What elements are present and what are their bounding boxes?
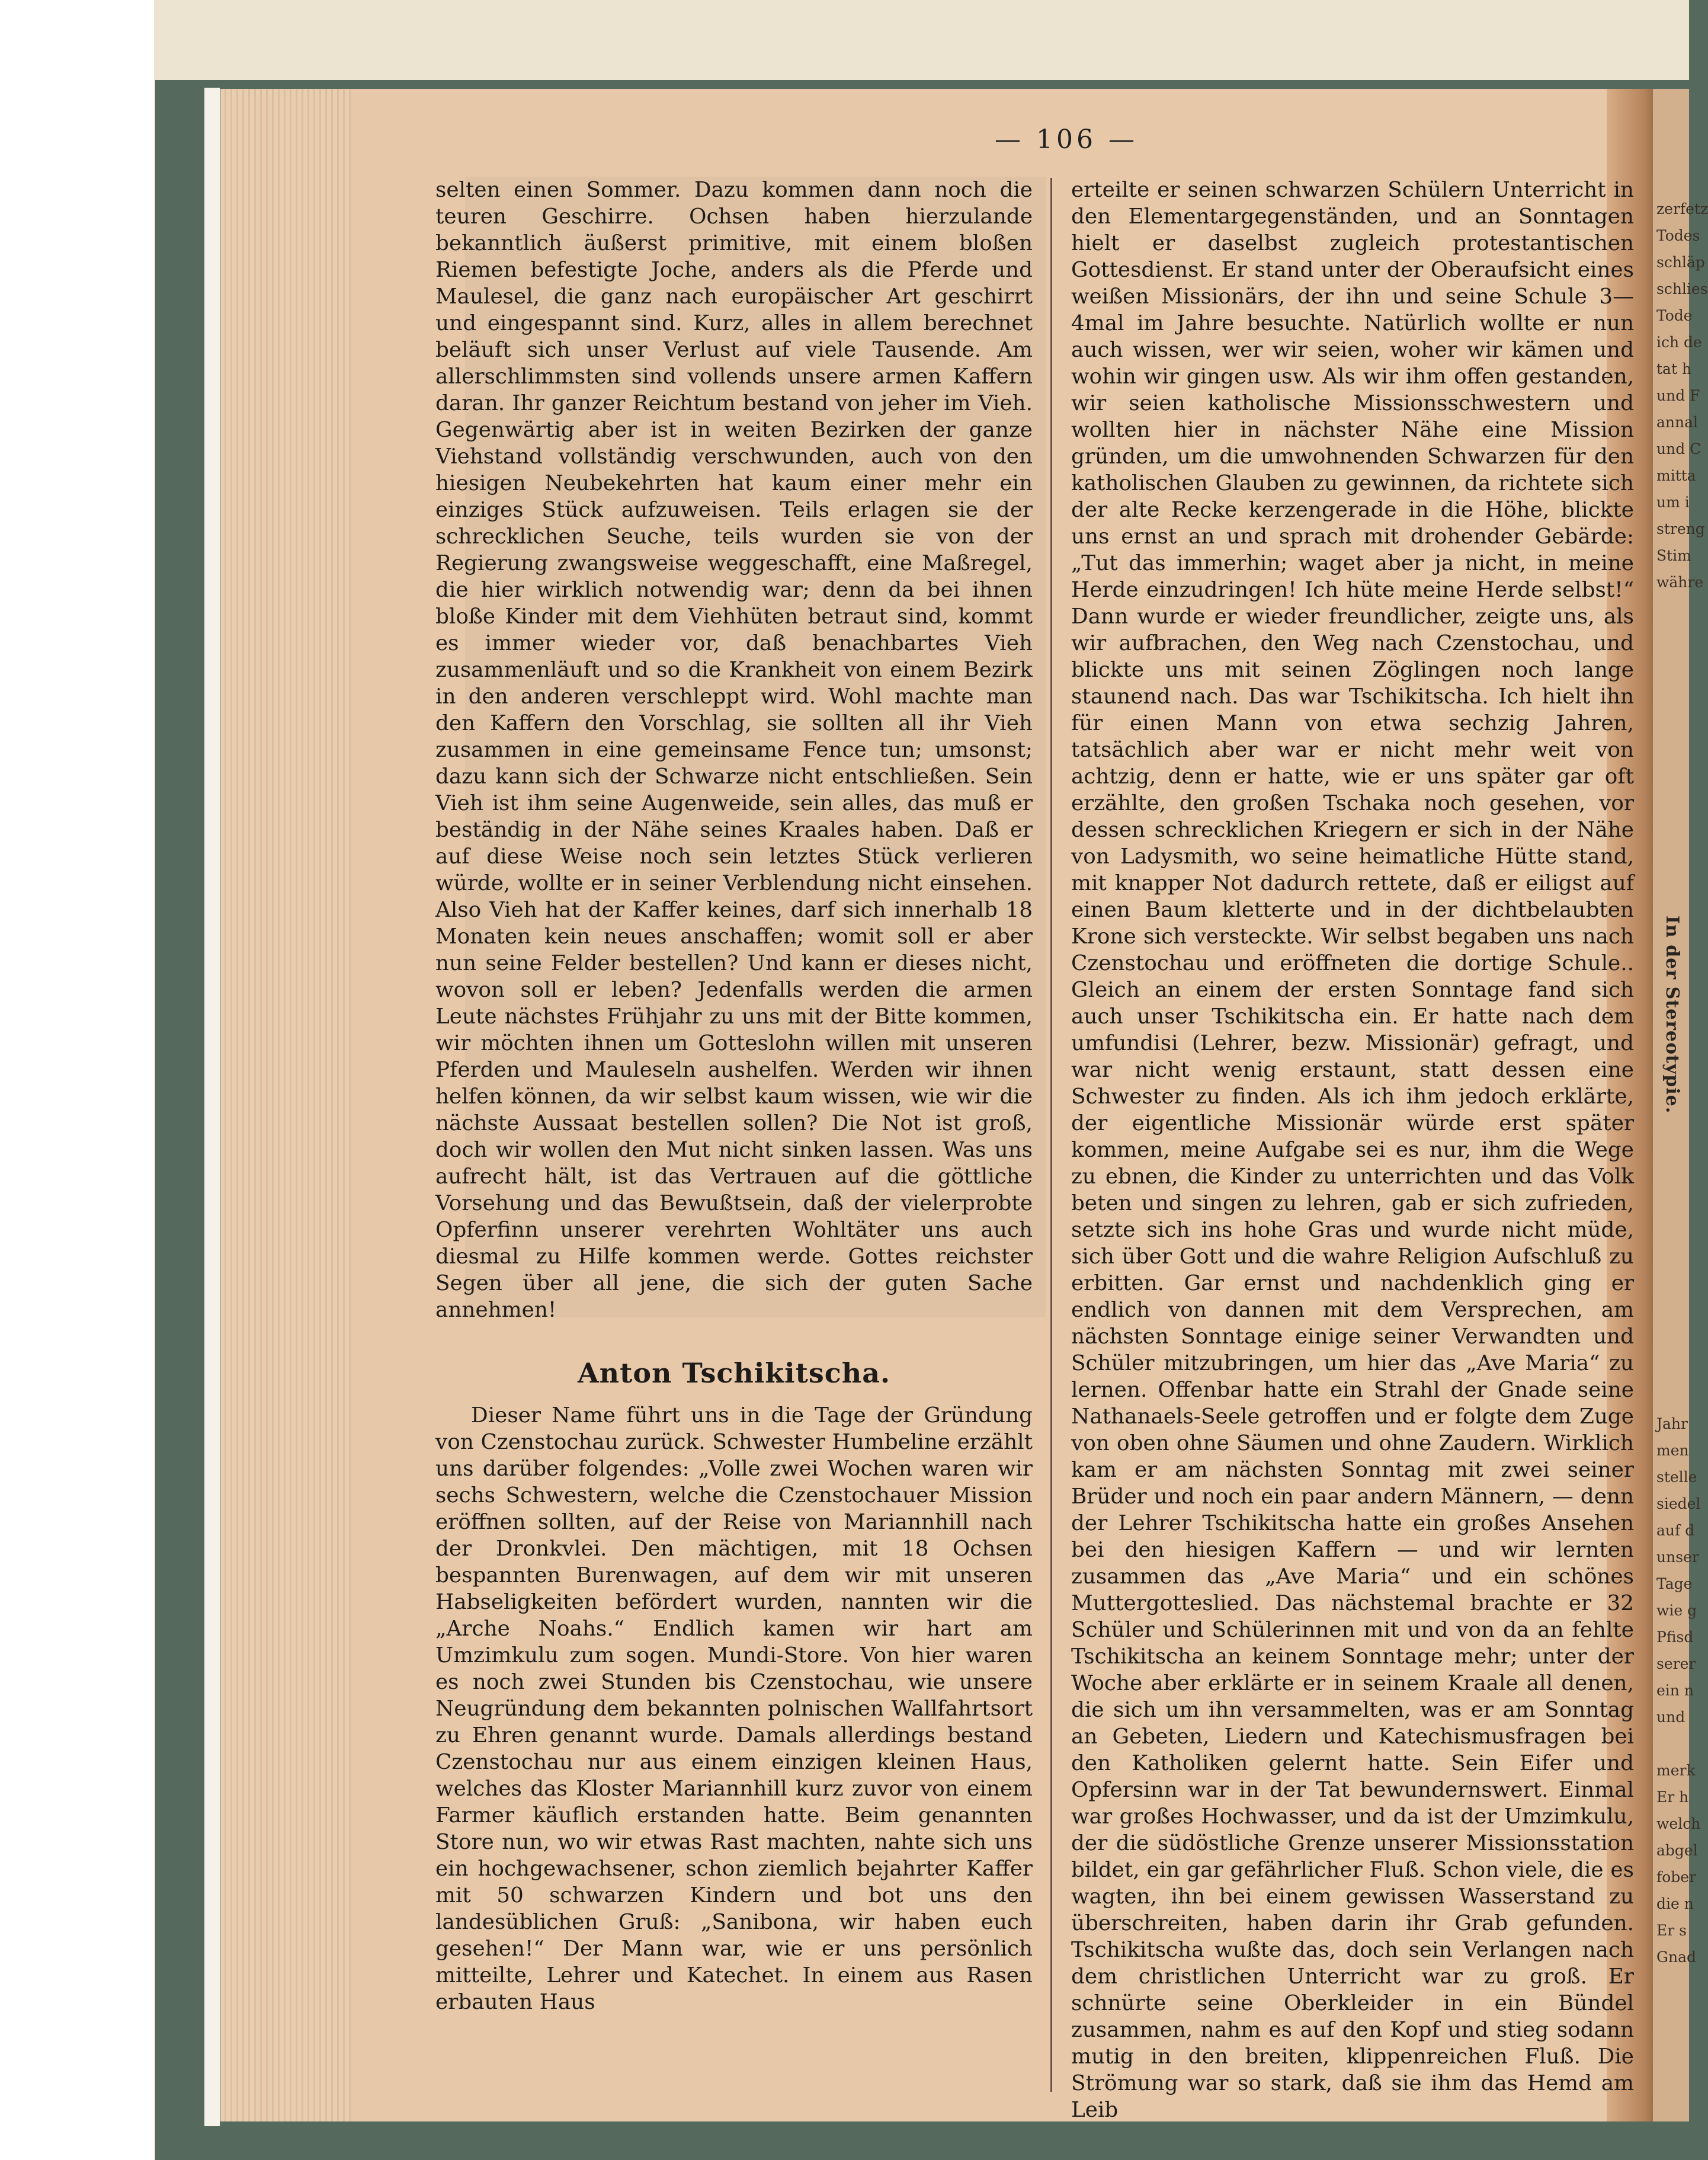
next-page-text-top: zerfetz Todes schläp schlies Tode ich de tat h und F annal und C mitta um i streng Stim währe [1656, 200, 1708, 591]
page-number: — 106 — [995, 124, 1138, 155]
left-paragraph-1: selten einen Sommer. Dazu kommen dann noch die teuren Geschirre. Ochsen haben hierzulande bekanntlich äußerst primitive, mit einem bloßen Riemen befestigte Joche, anders als die Pferde und Maulesel, die ganz nach europäischer Art geschirrt und eingespannt sind. Kurz, alles in allem berechnet beläuft sich unser Verlust auf viele Tausende. Am allerschlimmsten sind vollends unsere armen Kaffern daran. Ihr ganzer Reichtum bestand von jeher im Vieh. Gegenwärtig aber ist in weiten Bezirken der ganze Viehstand vollständig verschwunden, auch von den hiesigen Neubekehrten hat kaum einer mehr ein einziges Stück aufzuweisen. Teils erlagen sie der schrecklichen Seuche, teils wurden sie von der Regierung zwangsweise weggeschafft, eine Maßregel, die hier wirklich notwendig war; denn da bei ihnen bloße Kinder mit dem Viehhüten betraut sind, kommt es immer wieder vor, daß benachbartes Vieh zusammenläuft und so die Krankheit von einem Bezirk in den anderen verschleppt wird. Wohl machte man den Kaffern den Vorschlag, sie sollten all ihr Vieh zusammen in eine gemeinsame Fence tun; umsonst; dazu kann sich der Schwarze nicht entschließen. Sein Vieh ist ihm seine Augenweide, sein alles, das muß er beständig in der Nähe seines Kraales haben. Daß er auf diese Weise noch sein letztes Stück verlieren würde, wollte er in seiner Verblendung nicht einsehen. Also Vieh hat der Kaffer keines, darf sich innerhalb 18 Monaten kein neues anschaffen; womit soll er aber nun seine Felder bestellen? Und kann er dieses nicht, wovon soll er leben? Jedenfalls werden die armen Leute nächstes Frühjahr zu uns mit der Bitte kommen, wir möchten ihnen um Gotteslohn willen mit unseren Pferden und Mauleseln aushelfen. Werden wir ihnen helfen können, da wir selbst kaum wissen, wie wir die nächste Aussaat bestellen sollen? Die Not ist groß, doch wir wollen den Mut nicht sinken lassen. Was uns aufrecht hält, ist das Vertrauen auf die göttliche Vorsehung und das Bewußtsein, daß der vielerprobte Opferfinn unserer verehrten Wohltäter uns auch diesmal zu Hilfe kommen werde. Gottes reichster Segen über all jene, die sich der guten Sache annehmen! [435, 178, 1033, 1322]
margin-note: In der Stereotypie. [1662, 916, 1683, 1114]
section-title: Anton Tschikitscha. [577, 1357, 891, 1389]
left-paragraph-2: Dieser Name führt uns in die Tage der Gründung von Czenstochau zurück. Schwester Humbeline erzählt uns darüber folgendes: „Volle zwei Wochen waren wir sechs Schwestern, welche die Czenstochauer Mission eröffnen sollten, auf der Reise von Mariannhill nach der Dronkvlei. Den mächtigen, mit 18 Ochsen bespannten Burenwagen, auf dem wir mit unseren Habseligkeiten befördert wurden, nannten wir die „Arche Noahs.“ Endlich kamen wir hart am Umzimkulu zum sogen. Mundi-Store. Von hier waren es noch zwei Stunden bis Czenstochau, wie unsere Neugründung dem bekannten polnischen Wallfahrtsort zu Ehren genannt wurde. Damals allerdings bestand Czenstochau nur aus einem einzigen kleinen Haus, welches das Kloster Mariannhill kurz zuvor von einem Farmer käuflich erstanden hatte. Beim genannten Store nun, wo wir etwas Rast machten, nahte sich uns ein hochgewachsener, schon ziemlich bejahrter Kaffer mit 50 schwarzen Kindern und bot uns den landesüblichen Gruß: „Sanibona, wir haben euch gesehen!“ Der Mann war, wie er uns persönlich mitteilte, Lehrer und Katechet. In einem aus Rasen erbauten Haus [435, 1403, 1033, 2014]
next-page-text-bottom: Jahr men stelle siedel auf d unser Tage wie g Pfisd serer ein n und merk Er h welch abgel fober die n Er s Gnad [1656, 1415, 1701, 1966]
book-board-edge [204, 88, 220, 2126]
page-edges [220, 89, 351, 2121]
right-column [1071, 177, 1634, 2123]
right-paragraph-1: erteilte er seinen schwarzen Schülern Unterricht in den Elementargegenständen, und an Sonntagen hielt er daselbst zugleich protestantischen Gottesdienst. Er stand unter der Oberaufsicht eines weißen Missionärs, der ihn und seine Schule 3—4mal im Jahre besuchte. Natürlich wollte er nun auch wissen, wer wir seien, woher wir kämen und wohin wir gingen usw. Als wir ihm offen gestanden, wir seien katholische Missionsschwestern und wollten hier in nächster Nähe eine Mission gründen, um die umwohnenden Schwarzen für den katholischen Glauben zu gewinnen, da richtete sich der alte Recke kerzengerade in die Höhe, blickte uns ernst an und sprach mit drohender Gebärde: „Tut das immerhin; waget aber ja nicht, in meine Herde einzudringen! Ich hüte meine Herde selbst!“ Dann wurde er wieder freundlicher, zeigte uns, als wir aufbrachen, den Weg nach Czenstochau, und blickte uns mit seinen Zöglingen noch lange staunend nach. Das war Tschikitscha. Ich hielt ihn für einen Mann von etwa sechzig Jahren, tatsächlich aber war er nicht mehr weit von achtzig, denn er hatte, wie er uns später gar oft erzählte, den großen Tschaka noch gesehen, vor dessen schrecklichen Kriegern er sich in der Nähe von Ladysmith, wo seine heimatliche Hütte stand, mit knapper Not dadurch rettete, daß er eiligst auf einen Baum kletterte und in der dichtbelaubten Krone sich versteckte. Wir selbst begaben uns nach Czenstochau und eröffneten die dortige Schule.. Gleich an einem der ersten Sonntage fand sich auch unser Tschikitscha ein. Er hatte nach dem umfundisi (Lehrer, bezw. Missionär) gefragt, und war nicht wenig erstaunt, statt dessen eine Schwester zu finden. Als ich ihm jedoch erklärte, der eigentliche Missionär würde erst später kommen, meine Aufgabe sei es nur, ihm die Wege zu ebnen, die Kinder zu unterrichten und das Volk beten und singen zu lehren, gab er sich zufrieden, setzte sich ins hohe Gras und wurde nicht müde, sich über Gott und die wahre Religion Aufschluß zu erbitten. Gar ernst und nachdenklich ging er endlich von dannen mit dem Versprechen, am nächsten Sonntage einige seiner Verwandten und Schüler mitzubringen, um hier das „Ave Maria“ zu lernen. Offenbar hatte ein Strahl der Gnade seine Nathanaels-Seele getroffen und er folgte dem Zuge von oben ohne Säumen und ohne Zaudern. Wirklich kam er am nächsten Sonntag mit zwei seiner Brüder und noch ein paar andern Männern, — denn der Lehrer Tschikitscha hatte ein großes Ansehen bei den hiesigen Kaffern — und wir lernten zusammen das „Ave Maria“ und ein schönes Muttergotteslied. Das nächstemal brachte er 32 Schüler und Schülerinnen mit und von da an fehlte Tschikitscha an keinem Sonntage mehr; unter der Woche aber erklärte er in seinem Kraale all denen, die sich um ihn versammelten, was er am Sonntag an Gebeten, Liedern und Katechismusfragen bei den Katholiken gelernt hatte. Sein Eifer und Opfersinn war in der Tat bewundernswert. Einmal war großes Hochwasser, und da ist der Umzimkulu, der die südöstliche Grenze unserer Missionsstation bildet, ein gar gefährlicher Fluß. Schon viele, die es wagten, ihn bei einem gewissen Wasserstand zu überschreiten, haben darin ihr Grab gefunden. Tschikitscha wußte das, doch sein Verlangen nach dem christlichen Unterricht war zu groß. Er schnürte seine Oberkleider in ein Bündel zusammen, nahm es auf den Kopf und stieg sodann mutig in den breiten, klippenreichen Fluß. Die Strömung war so stark, daß sie ihm das Hemd am Leib [1071, 178, 1634, 2122]
background [0, 0, 154, 2160]
column-rule [1050, 178, 1052, 2092]
left-column [435, 177, 1033, 2015]
